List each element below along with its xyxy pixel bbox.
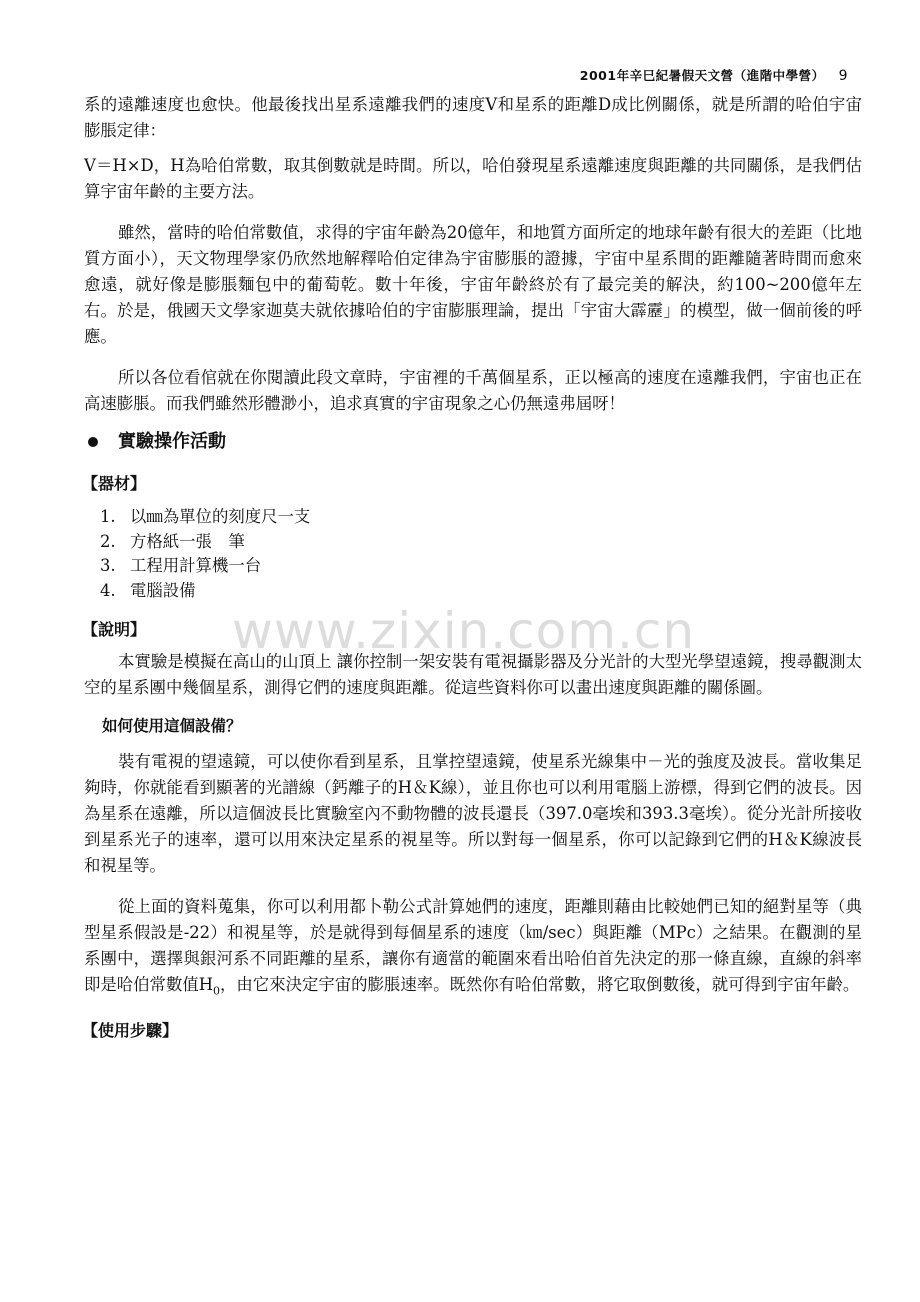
page-content [84, 92, 862, 1044]
header-title: 2001年辛巳紀暑假天文營（進階中學營） [579, 68, 825, 83]
section-title: 實驗操作活動 [118, 431, 226, 452]
bullet-icon [88, 437, 98, 447]
watermark: www.zixin.com.cn [232, 602, 696, 660]
paragraph-experiment-intro: 本實驗是模擬在高山的山頂上 讓你控制一架安裝有電視攝影器及分光計的大型光學望遠鏡，搜尋觀測太空的星系團中幾個星系，測得它們的速度與距離。從這些資料你可以畫出速度與距離的關係圖。 [84, 652, 862, 697]
list-item: 1. 以㎜為單位的刻度尺一支 [100, 507, 311, 526]
section-heading [84, 427, 862, 457]
steps-heading: 【使用步驟】 [82, 1021, 179, 1041]
paragraph-universe-age: 雖然，當時的哈伯常數值，求得的宇宙年齡為20億年，和地質方面所定的地球年齡有很大的差距（比地質方面小），天文物理學家仍欣然地解釋哈伯定律為宇宙膨脹的證據，宇宙中星系間的距離隨著時間而愈來愈遠，就好像是膨脹麵包中的葡萄乾。數十年後，宇宙年齡終於有了最完美的解決，約100~200億年左右。於是，俄國天文學家迦莫夫就依據哈伯的宇宙膨脹理論，提出「宇宙大霹靂」的模型，做一個前後的呼應。 [84, 223, 862, 346]
page-header [580, 66, 848, 84]
materials-heading: 【器材】 [82, 474, 147, 493]
page-number: 9 [838, 68, 848, 84]
paragraph-telescope-usage: 裝有電視的望遠鏡，可以使你看到星系，且掌控望遠鏡，使星系光線集中－光的強度及波長。當收集足夠時，你就能看到顯著的光譜線（鈣離子的H＆K線），並且你也可以利用電腦上游標，得到它們的波長。因為星系在遠離，所以這個波長比實驗室內不動物體的波長還長（397.0毫埃和393.3毫埃）。從分光計所接收到星系光子的速率，還可以用來決定星系的視星等。所以對每一個星系，你可以記錄到它們的H＆K線波長和視星等。 [84, 752, 862, 875]
list-item: 2. 方格紙一張 筆 [100, 531, 245, 551]
list-item: 4. 電腦設備 [100, 580, 196, 600]
paragraph-hubble-constant: 從上面的資料蒐集，你可以利用都卜勒公式計算她們的速度，距離則藉由比較她們已知的絕對星等（典型星系假設是-22）和視星等，於是就得到每個星系的速度（㎞/sec）與距離（MPc）之結果。在觀測的星系團中，選擇與銀河系不同距離的星系，讓你有適當的範圍來看出哈伯首先決定的那一條直線，直線的斜率即是哈伯常數值$H_0$，由它來決定宇宙的膨脹速率。既然你有哈伯常數，將它取倒數後，就可得到宇宙年齡。 [84, 897, 862, 998]
paragraph-hubble-formula: V＝H×D，H為哈伯常數，取其倒數就是時間。所以，哈伯發現星系遠離速度與距離的共同關係，是我們估算宇宙年齡的主要方法。 [84, 156, 862, 201]
materials-list [84, 505, 862, 603]
paragraph-hubble-law-intro: 系的遠離速度也愈快。他最後找出星系遠離我們的速度V和星系的距離D成比例關係，就是所謂的哈伯宇宙膨脹定律： [84, 95, 862, 140]
list-item: 3. 工程用計算機一台 [100, 556, 262, 575]
equipment-usage-subheading: 如何使用這個設備？ [102, 717, 242, 735]
paragraph-expansion: 所以各位看倌就在你閱讀此段文章時，宇宙裡的千萬個星系，正以極高的速度在遠離我們，宇宙也正在高速膨脹。而我們雖然形體渺小，追求真實的宇宙現象之心仍無遠弗屆呀！ [84, 368, 862, 413]
explanation-heading: 【說明】 [82, 620, 147, 639]
